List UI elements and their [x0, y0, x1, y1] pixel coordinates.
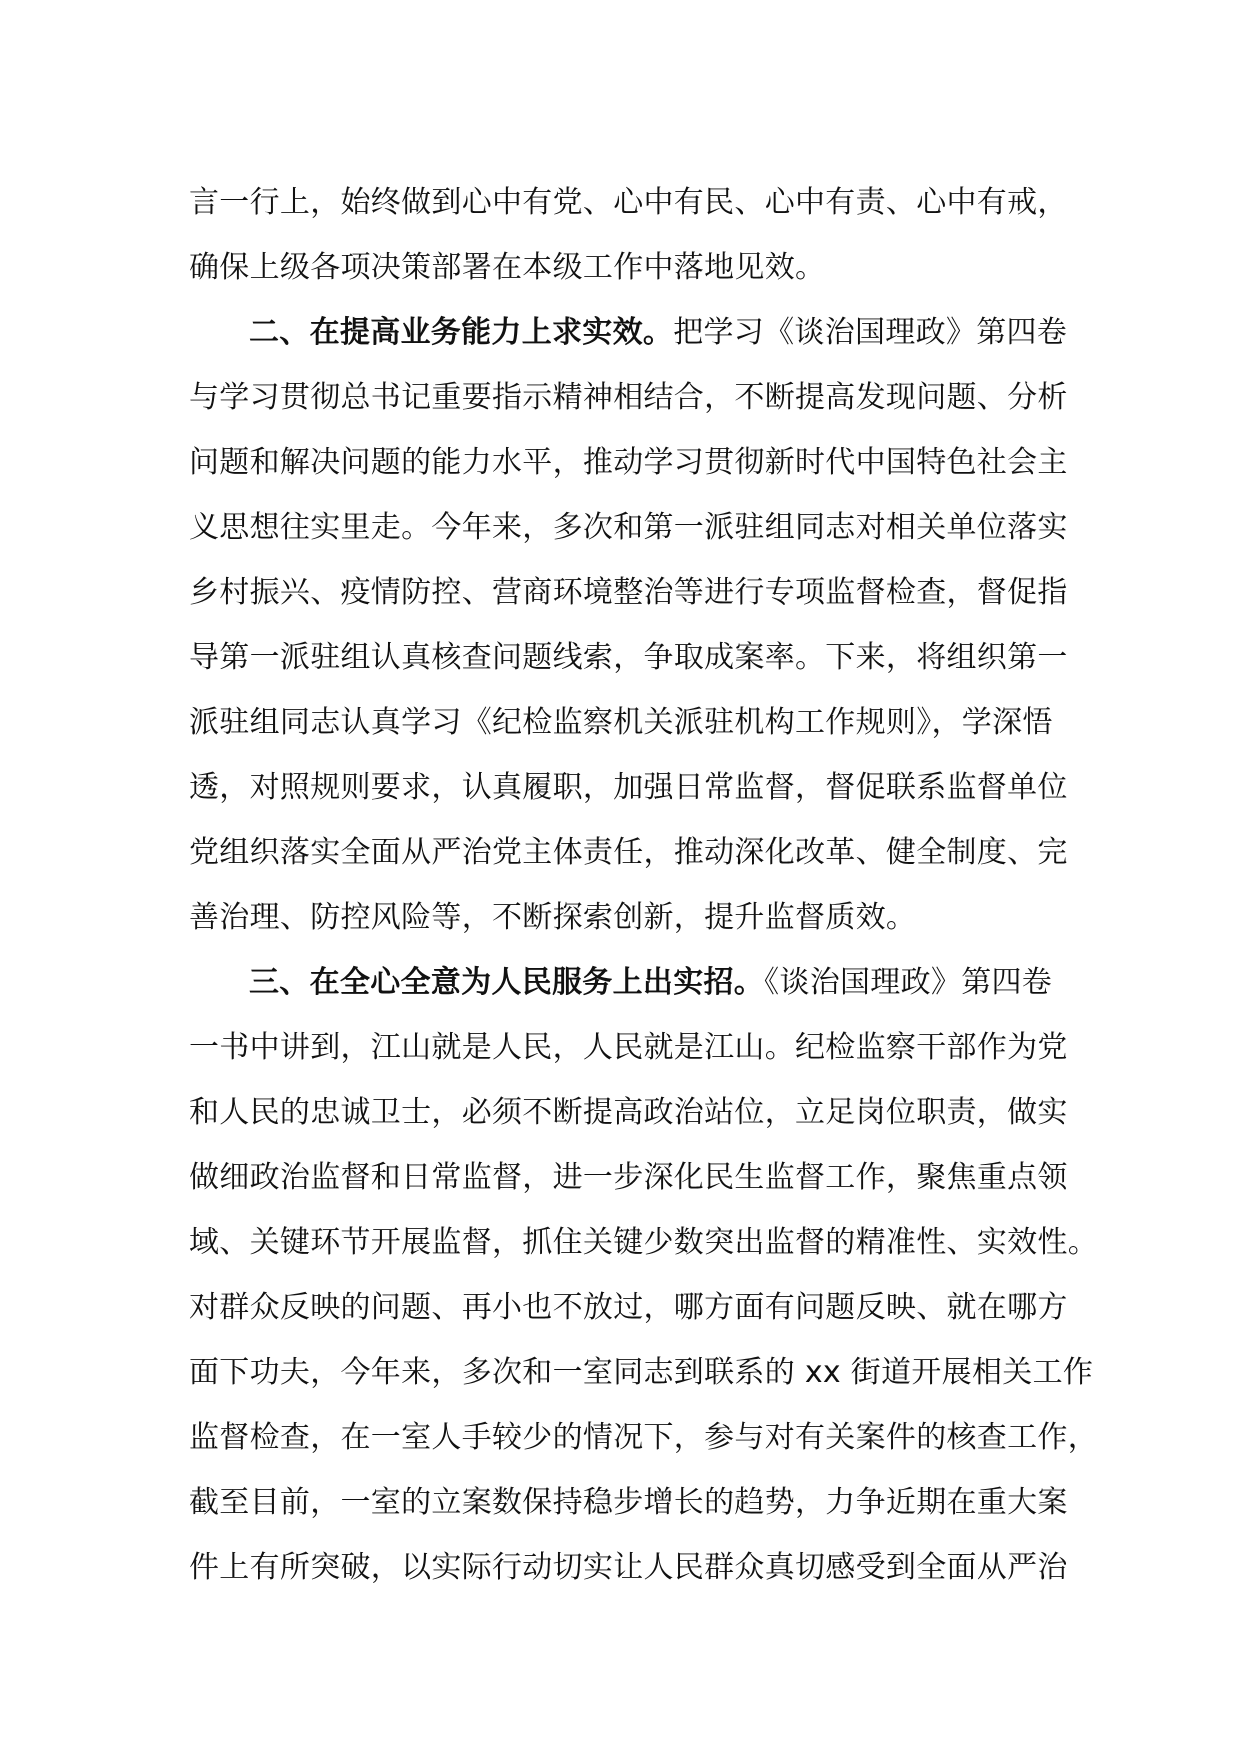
paragraph-line: 域、关键环节开展监督，抓住关键少数突出监督的精准性、实效性。 [189, 1225, 1098, 1260]
section-two-lead-text: 把学习《谈治国理政》第四卷 [673, 315, 1068, 350]
paragraph-line: 做细政治监督和日常监督，进一步深化民生监督工作，聚焦重点领 [189, 1160, 1068, 1195]
paragraph-line: 党组织落实全面从严治党主体责任，推动深化改革、健全制度、完 [189, 835, 1068, 870]
paragraph-line: 问题和解决问题的能力水平，推动学习贯彻新时代中国特色社会主 [189, 445, 1068, 480]
paragraph-line: 派驻组同志认真学习《纪检监察机关派驻机构工作规则》，学深悟 [189, 705, 1053, 740]
body-text [189, 170, 1098, 1600]
paragraph-line: 截至目前，一室的立案数保持稳步增长的趋势，力争近期在重大案 [189, 1485, 1068, 1520]
paragraph-line: 透，对照规则要求，认真履职，加强日常监督，督促联系监督单位 [189, 770, 1068, 805]
section-three-first-line [189, 950, 1089, 1015]
paragraph-line: 乡村振兴、疫情防控、营商环境整治等进行专项监督检查，督促指 [189, 575, 1068, 610]
paragraph-line: 和人民的忠诚卫士，必须不断提高政治站位，立足岗位职责，做实 [189, 1095, 1068, 1130]
paragraph-line: 与学习贯彻总书记重要指示精神相结合，不断提高发现问题、分析 [189, 380, 1068, 415]
paragraph-line: 确保上级各项决策部署在本级工作中落地见效。 [189, 250, 826, 285]
section-two-first-line [189, 300, 1089, 365]
section-two-heading: 二、在提高业务能力上求实效。 [249, 315, 674, 350]
paragraph-line: 义思想往实里走。今年来，多次和第一派驻组同志对相关单位落实 [189, 510, 1068, 545]
paragraph-line: 善治理、防控风险等，不断探索创新，提升监督质效。 [189, 900, 917, 935]
paragraph-line: 面下功夫，今年来，多次和一室同志到联系的 xx 街道开展相关工作 [189, 1355, 1094, 1390]
paragraph-line: 导第一派驻组认真核查问题线索，争取成案率。下来，将组织第一 [189, 640, 1068, 675]
paragraph-line: 对群众反映的问题、再小也不放过，哪方面有问题反映、就在哪方 [189, 1290, 1068, 1325]
paragraph-line: 言一行上，始终做到心中有党、心中有民、心中有责、心中有戒， [189, 185, 1068, 220]
section-three-lead-text: 《谈治国理政》第四卷 [764, 965, 1053, 1000]
paragraph-line: 一书中讲到，江山就是人民，人民就是江山。纪检监察干部作为党 [189, 1030, 1068, 1065]
paragraph-line: 监督检查，在一室人手较少的情况下，参与对有关案件的核查工作， [189, 1420, 1098, 1455]
section-three-heading: 三、在全心全意为人民服务上出实招。 [249, 965, 765, 1000]
paragraph-line: 件上有所突破，以实际行动切实让人民群众真切感受到全面从严治 [189, 1550, 1068, 1585]
